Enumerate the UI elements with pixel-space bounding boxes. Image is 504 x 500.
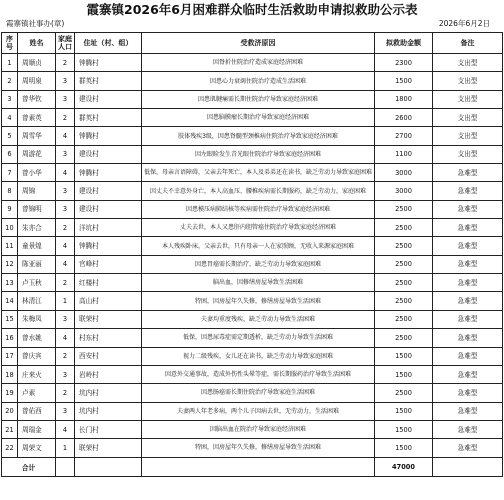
table-row	[2, 237, 503, 255]
cell-household: 4	[56, 329, 75, 347]
cell-amount: 1500	[375, 365, 433, 383]
cell-name: 曾素英	[18, 109, 56, 127]
cell-reason: 因患肠癌需长期住院治疗导致家庭生活困难	[142, 384, 375, 402]
table-row	[2, 127, 503, 145]
cell-address: 红楼村	[75, 274, 142, 292]
cell-household: 3	[56, 200, 75, 218]
cell-amount: 2500	[375, 274, 433, 292]
cell-reason: 因患肌腱痛需长期住院治疗导致家庭经济困难	[142, 90, 375, 108]
cell-name: 童景煌	[18, 237, 56, 255]
cell-note: 急难型	[433, 329, 503, 347]
cell-address: 长门村	[75, 420, 142, 438]
cell-reason: 因患脑膜瘤长期治疗导致家庭经济困难	[142, 109, 375, 127]
cell-no: 7	[2, 164, 18, 182]
cell-reason: 丈夫去世，本人又患肝内胆管癌住院治疗导致家庭经济困难	[142, 219, 375, 237]
cell-name: 周雪华	[18, 127, 56, 145]
cell-address: 钟腾村	[75, 164, 142, 182]
cell-amount: 2700	[375, 127, 433, 145]
cell-address: 建设村	[75, 200, 142, 218]
cell-household: 2	[56, 274, 75, 292]
table-row	[2, 347, 503, 365]
cell-no: 8	[2, 182, 18, 200]
cell-no: 15	[2, 310, 18, 328]
cell-name: 周荣文	[18, 439, 56, 457]
cell-name: 陈亚丽	[18, 255, 56, 273]
cell-household: 3	[56, 72, 75, 90]
cell-no: 12	[2, 255, 18, 273]
cell-no: 3	[2, 90, 18, 108]
cell-reason: 低保，母亲言语障碍，父亲去年死亡，本人及弟弟还在读书，缺乏劳动力导致家庭困难	[142, 164, 375, 182]
cell-household: 3	[56, 182, 75, 200]
cell-reason: 低保，因患尿毒症需定期透析，缺乏劳动力导致生活困难	[142, 329, 375, 347]
cell-household: 1	[56, 292, 75, 310]
cell-note: 急难型	[433, 347, 503, 365]
col-header-reason: 受救济原因	[142, 33, 375, 54]
cell-reason: 夫妻两人年老多病，两个儿子因病去世，无劳动力，生活困难	[142, 402, 375, 420]
table-row	[2, 384, 503, 402]
cell-amount: 2500	[375, 384, 433, 402]
cell-household: 2	[56, 109, 75, 127]
cell-no: 13	[2, 274, 18, 292]
total-empty-cell	[75, 457, 142, 476]
cell-reason: 因患心力衰竭住院治疗造成生活困难	[142, 72, 375, 90]
cell-amount: 1500	[375, 420, 433, 438]
cell-note: 急难型	[433, 164, 503, 182]
cell-household: 3	[56, 310, 75, 328]
cell-household: 4	[56, 420, 75, 438]
cell-note: 急难型	[433, 182, 503, 200]
cell-amount: 2500	[375, 292, 433, 310]
cell-reason: 夫妻均重度残疾，缺乏劳动力导致生活困难	[142, 310, 375, 328]
cell-no: 1	[2, 54, 18, 72]
cell-name: 曾庆宾	[18, 347, 56, 365]
table-row	[2, 274, 503, 292]
table-row	[2, 365, 503, 383]
table-row	[2, 90, 503, 108]
cell-note: 急难型	[433, 365, 503, 383]
cell-reason: 因患胃癌需长期治疗，缺乏劳动力导致家庭困难	[142, 255, 375, 273]
cell-note: 急难型	[433, 255, 503, 273]
cell-no: 21	[2, 420, 18, 438]
cell-note: 急难型	[433, 384, 503, 402]
cell-no: 2	[2, 72, 18, 90]
cell-amount: 3000	[375, 164, 433, 182]
cell-reason: 因意外交通事故，造成外伤性头晕等症，需长期服药治疗导致生活困难	[142, 365, 375, 383]
total-empty-cell	[142, 457, 375, 476]
cell-name: 曾锦明	[18, 200, 56, 218]
cell-reason: 因丈夫不幸意外身亡，本人高血压、腰椎疾病需长期服药，缺乏劳动力，家庭困难	[142, 182, 375, 200]
cell-address: 建设村	[75, 90, 142, 108]
cell-no: 5	[2, 127, 18, 145]
cell-address: 联荣村	[75, 439, 142, 457]
cell-reason: 脑出血，因修缮房屋导致生活困难	[142, 274, 375, 292]
cell-amount: 1500	[375, 439, 433, 457]
cell-reason: 因左眼睑发生青光眼住院治疗导致家庭经济困难	[142, 145, 375, 163]
table-row	[2, 164, 503, 182]
cell-address: 洋坑村	[75, 219, 142, 237]
cell-household: 4	[56, 127, 75, 145]
cell-no: 9	[2, 200, 18, 218]
cell-address: 村东村	[75, 329, 142, 347]
table-row	[2, 219, 503, 237]
cell-amount: 1500	[375, 72, 433, 90]
cell-address: 建设村	[75, 145, 142, 163]
cell-name: 庄来火	[18, 365, 56, 383]
cell-reason: 本人残疾卧床，父亲去世，只有母亲一人在家照顾，无收入来源家庭困难	[142, 237, 375, 255]
cell-no: 11	[2, 237, 18, 255]
cell-note: 急难型	[433, 420, 503, 438]
cell-amount: 3000	[375, 182, 433, 200]
table-row	[2, 109, 503, 127]
cell-note: 急难型	[433, 274, 503, 292]
cell-amount: 1500	[375, 347, 433, 365]
cell-reason: 视力二级残疾，女儿还在读书，缺乏劳动力导致家庭困难	[142, 347, 375, 365]
table-row	[2, 145, 503, 163]
cell-no: 22	[2, 439, 18, 457]
cell-name: 曾水姚	[18, 329, 56, 347]
issuing-office: 霞寨镇社事办(章)	[6, 19, 65, 28]
cell-amount: 2500	[375, 219, 433, 237]
cell-note: 支出型	[433, 72, 503, 90]
page-title: 霞寨镇2026年6月困难群众临时生活救助申请拟救助公示表	[86, 2, 418, 17]
cell-reason: 因患模压病肺结核等疾病需住院治疗导致家庭经济困难	[142, 200, 375, 218]
cell-amount: 2500	[375, 329, 433, 347]
publish-date: 2026年6月2日	[438, 19, 490, 28]
cell-address: 岩岭村	[75, 365, 142, 383]
cell-household: 2	[56, 347, 75, 365]
cell-address: 坑内村	[75, 402, 142, 420]
cell-household: 3	[56, 402, 75, 420]
cell-amount: 2500	[375, 200, 433, 218]
col-header-note: 备注	[433, 33, 503, 54]
cell-no: 10	[2, 219, 18, 237]
cell-name: 卢玉秋	[18, 274, 56, 292]
cell-note: 急难型	[433, 310, 503, 328]
cell-note: 急难型	[433, 200, 503, 218]
cell-household: 2	[56, 219, 75, 237]
cell-note: 急难型	[433, 402, 503, 420]
total-empty-cell	[433, 457, 503, 476]
cell-note: 急难型	[433, 439, 503, 457]
table-row	[2, 255, 503, 273]
cell-no: 4	[2, 109, 18, 127]
table-row	[2, 420, 503, 438]
cell-household: 1	[56, 439, 75, 457]
cell-no: 19	[2, 384, 18, 402]
cell-reason: 因脑出血在院治疗导致家庭经济困难	[142, 420, 375, 438]
cell-household: 3	[56, 365, 75, 383]
cell-no: 16	[2, 329, 18, 347]
cell-amount: 2600	[375, 109, 433, 127]
cell-reason: 肢体残疾3级，因患脊髓型颈椎病住院治疗导致家庭经济困难	[142, 127, 375, 145]
cell-name: 周游花	[18, 145, 56, 163]
cell-no: 18	[2, 365, 18, 383]
table-row	[2, 402, 503, 420]
cell-address: 群英村	[75, 72, 142, 90]
total-label: 合计	[2, 457, 56, 476]
cell-name: 朱亦合	[18, 219, 56, 237]
cell-address: 建设村	[75, 182, 142, 200]
cell-note: 支出型	[433, 109, 503, 127]
cell-no: 17	[2, 347, 18, 365]
cell-reason: 因脊折住院治疗造成家庭经济困难	[142, 54, 375, 72]
table-body	[2, 54, 503, 458]
cell-reason: 特困，因房屋年久失修，修缮房屋导致生活困难	[142, 292, 375, 310]
cell-household: 3	[56, 90, 75, 108]
cell-address: 钟腾村	[75, 54, 142, 72]
cell-address: 西安村	[75, 347, 142, 365]
cell-no: 14	[2, 292, 18, 310]
cell-name: 卢素	[18, 384, 56, 402]
cell-name: 曾小华	[18, 164, 56, 182]
cell-amount: 2500	[375, 310, 433, 328]
total-row	[2, 457, 503, 476]
cell-amount: 1500	[375, 402, 433, 420]
cell-name: 曾华钦	[18, 90, 56, 108]
cell-name: 周锦	[18, 182, 56, 200]
cell-note: 支出型	[433, 54, 503, 72]
cell-reason: 特困，因房屋年久失修，修缮房屋导致生活困难	[142, 439, 375, 457]
cell-amount: 2500	[375, 237, 433, 255]
cell-household: 2	[56, 384, 75, 402]
cell-address: 高山村	[75, 292, 142, 310]
table-row	[2, 310, 503, 328]
cell-name: 周顺贞	[18, 54, 56, 72]
cell-household: 2	[56, 54, 75, 72]
cell-name: 周瑞金	[18, 420, 56, 438]
cell-amount: 1800	[375, 90, 433, 108]
cell-note: 支出型	[433, 90, 503, 108]
cell-household: 4	[56, 255, 75, 273]
col-header-amount: 拟救助金额	[375, 33, 433, 54]
table-row	[2, 292, 503, 310]
table-row	[2, 439, 503, 457]
table-row	[2, 329, 503, 347]
cell-amount: 2500	[375, 255, 433, 273]
cell-note: 支出型	[433, 127, 503, 145]
table-header-row	[2, 33, 503, 54]
cell-address: 钟腾村	[75, 127, 142, 145]
cell-address: 联荣村	[75, 310, 142, 328]
table-row	[2, 72, 503, 90]
cell-address: 群英村	[75, 109, 142, 127]
cell-note: 急难型	[433, 219, 503, 237]
total-empty-cell	[56, 457, 75, 476]
cell-name: 周明泉	[18, 72, 56, 90]
cell-name: 林清江	[18, 292, 56, 310]
cell-household: 4	[56, 237, 75, 255]
col-header-name: 姓名	[18, 33, 56, 54]
col-header-no: 序号	[2, 33, 18, 54]
table-row	[2, 200, 503, 218]
cell-household: 4	[56, 164, 75, 182]
cell-address: 官峰村	[75, 255, 142, 273]
relief-table	[1, 32, 503, 477]
cell-note: 急难型	[433, 292, 503, 310]
table-row	[2, 54, 503, 72]
cell-address: 坑内村	[75, 384, 142, 402]
cell-note: 急难型	[433, 237, 503, 255]
cell-address: 钟腾村	[75, 237, 142, 255]
col-header-household: 家庭人口	[56, 33, 75, 54]
cell-name: 朱梅凤	[18, 310, 56, 328]
cell-amount: 1100	[375, 145, 433, 163]
cell-amount: 2300	[375, 54, 433, 72]
cell-household: 3	[56, 145, 75, 163]
table-row	[2, 182, 503, 200]
cell-no: 20	[2, 402, 18, 420]
cell-note: 支出型	[433, 145, 503, 163]
col-header-address: 住址（村、组）	[75, 33, 142, 54]
cell-name: 曾佑西	[18, 402, 56, 420]
total-amount: 47000	[375, 457, 433, 476]
cell-no: 6	[2, 145, 18, 163]
